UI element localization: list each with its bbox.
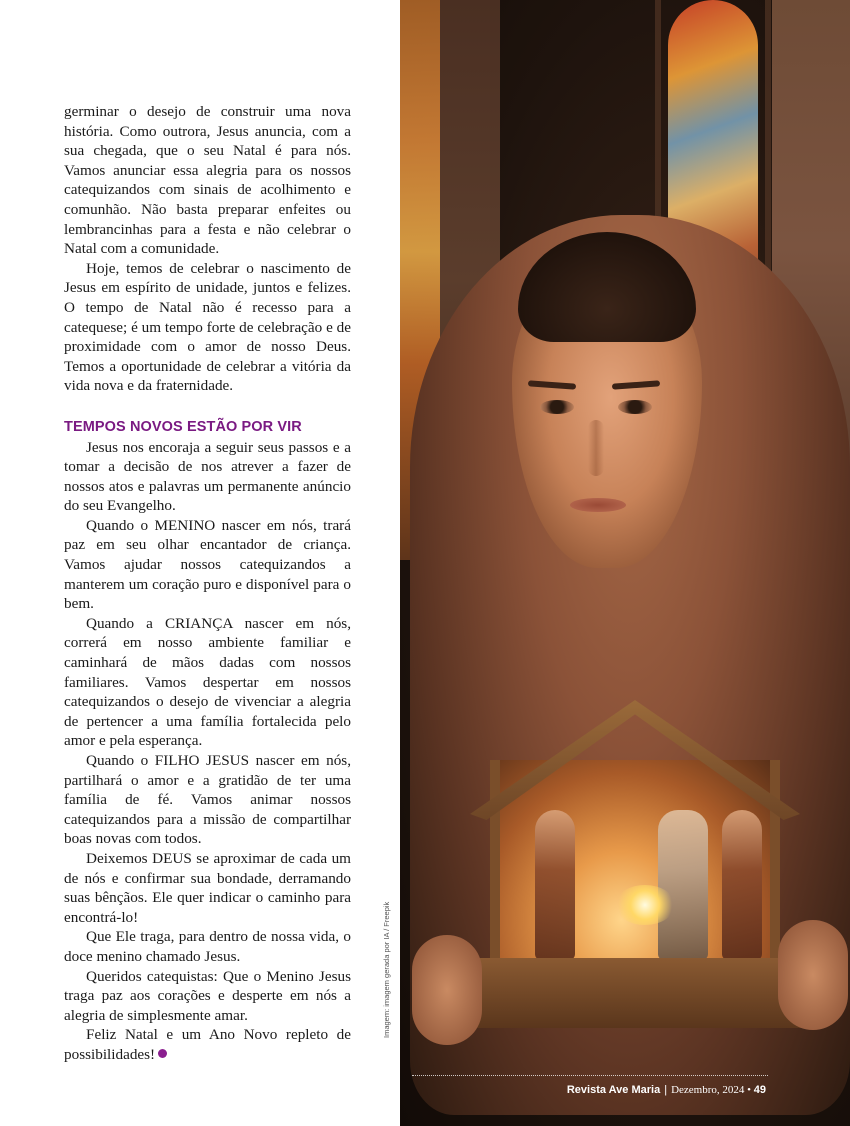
nativity-base <box>450 958 820 1028</box>
paragraph: Quando a CRIANÇA nascer em nós, correrá em nosso ambiente familiar e caminhará de mãos dadas com nossos familiares. Vamos despertar em nossos catequizandos o desejo de vivenciar a alegria de pertencer a uma família fortalecida pelo amor e pela esperança. <box>64 614 351 750</box>
paragraph: Quando o FILHO JESUS nascer em nós, partilhará o amor e a gratidão de ter uma família de fé. Vamos animar nossos catequizandos para a missão de compartilhar boas novas com todos. <box>64 752 351 848</box>
magazine-name: Revista Ave Maria <box>566 1084 661 1096</box>
paragraph: germinar o desejo de construir uma nova história. Como outrora, Jesus anuncia, com a sua chegada, que o seu Natal é para nós. Vamos anunciar essa alegria para os nossos catequizandos com sinais de acolhimento e comunhão. Não basta preparar enfeites ou lembrancinhas para a festa e não celebrar o Natal com a comunidade. <box>64 103 351 258</box>
paragraph: Hoje, temos de celebrar o nascimento de Jesus em espírito de unidade, juntos e felizes. O tempo de Natal não é recesso para a catequese; é um tempo forte de celebração e de proximidade com o amor de nosso Deus. Temos a oportunidade de celebrar a vitória da vida nova e da fraternidade. <box>64 259 351 395</box>
end-of-article-dot-icon <box>158 1049 167 1058</box>
page-number: 49 <box>753 1084 766 1096</box>
left-hand <box>412 935 482 1045</box>
lips <box>570 498 626 512</box>
paragraph: Que Ele traga, para dentro de nossa vida, o doce menino chamado Jesus. <box>64 928 351 965</box>
nose <box>588 420 604 476</box>
figurine-shepherd <box>722 810 762 960</box>
article-body <box>64 102 351 1065</box>
footer-rule <box>412 1075 768 1076</box>
paragraph: Queridos catequistas: Que o Menino Jesus traga paz aos corações e desperte em nós a alegria de simplesmente amar. <box>64 967 351 1024</box>
candle-glow <box>615 885 675 925</box>
figurine-mary <box>658 810 708 960</box>
left-eye <box>540 400 574 414</box>
section-heading: TEMPOS NOVOS ESTÃO POR VIR <box>64 418 302 435</box>
closing-paragraph <box>64 1025 351 1064</box>
section-spacer <box>64 396 351 418</box>
closing-text: Feliz Natal e um Ano Novo repleto de possibilidades! <box>64 1026 351 1063</box>
footer-separator: | <box>664 1084 668 1096</box>
right-eye <box>618 400 652 414</box>
issue-date: Dezembro, 2024 • <box>671 1084 751 1096</box>
cover-photo <box>400 0 850 1126</box>
photo-credit: Imagem: imagem gerada por IA / Freepik <box>382 901 391 1038</box>
paragraph: Quando o MENINO nascer em nós, trará paz em seu olhar encantador de criança. Vamos ajudar nossos catequizandos a manterem um coração puro e disponível para o bem. <box>64 516 351 613</box>
paragraph: Deixemos DEUS se aproximar de cada um de nós e confirmar sua bondade, derramando suas bênçãos. Ele quer indicar o caminho para encontrá-lo! <box>64 849 351 926</box>
page-footer <box>412 1083 766 1097</box>
figurine-joseph <box>535 810 575 960</box>
paragraph: Jesus nos encoraja a seguir seus passos e a tomar a decisão de nos atrever a fazer de nossos atos e palavras um permanente anúncio do seu Evangelho. <box>64 438 351 515</box>
right-hand <box>778 920 848 1030</box>
